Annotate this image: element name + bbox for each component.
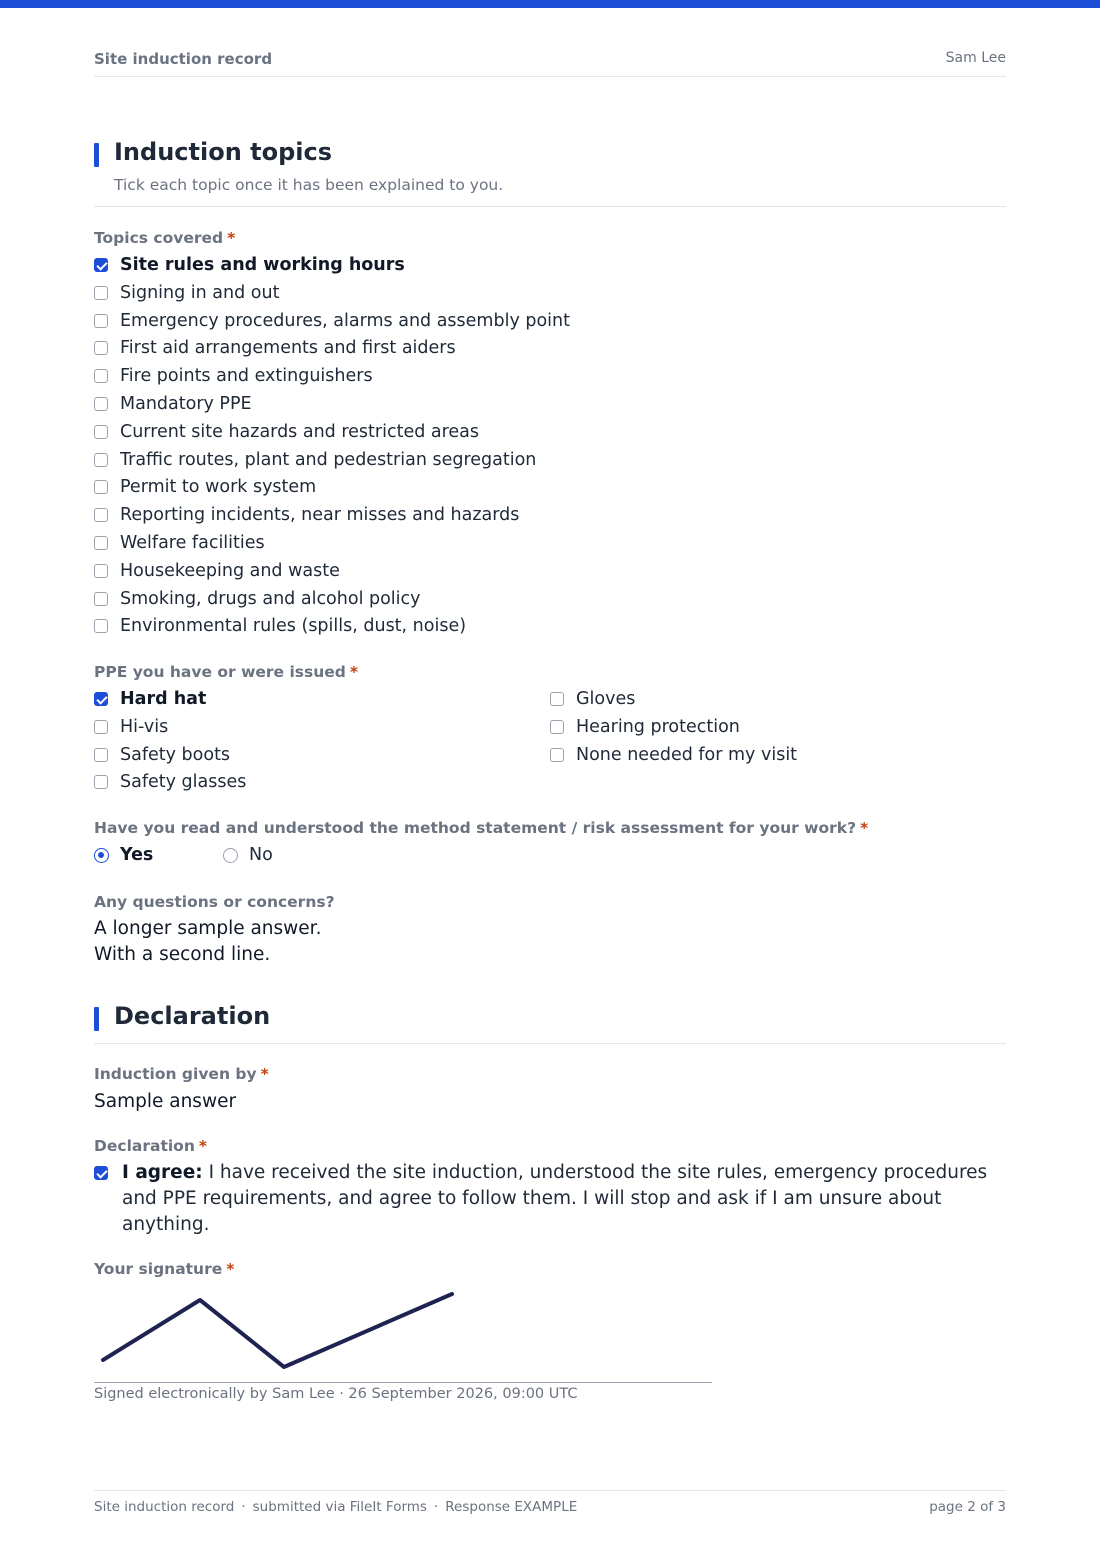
option-label: Welfare facilities [120,533,265,553]
footer-info: Site induction record · submitted via FileIt Forms · Response EXAMPLE [94,1499,578,1515]
checkbox[interactable] [94,258,108,272]
checkbox[interactable] [94,314,108,328]
declaration-text [122,1160,1006,1238]
checkbox[interactable] [94,508,108,522]
page-header [94,48,1006,77]
option-label: Yes [120,845,154,865]
required-mark: * [226,1260,235,1278]
option-label: Hearing protection [576,716,740,737]
declaration-label: Declaration * [94,1137,207,1155]
checkbox[interactable] [94,592,108,606]
signature-pad [94,1288,712,1383]
declaration-section-header [94,1002,1006,1044]
signature-drawing [94,1288,712,1382]
option-label: Hard hat [120,689,207,709]
respondent-name: Sam Lee [945,50,1006,66]
declaration-lead: I agree: [122,1162,203,1183]
section-title: Induction topics [114,138,333,166]
induction-topics-section-header [94,138,1006,207]
page-number: page 2 of 3 [929,1499,1006,1515]
checkbox[interactable] [94,619,108,633]
signature-label: Your signature * [94,1260,235,1278]
checkbox[interactable] [550,720,564,734]
required-mark: * [860,819,869,837]
topics-label: Topics covered * [94,229,236,247]
checkbox[interactable] [550,692,564,706]
option-label: Environmental rules (spills, dust, noise) [120,616,467,637]
checkbox[interactable] [94,692,108,706]
questions-answer-line-1: A longer sample answer. [94,918,322,939]
checkbox[interactable] [94,425,108,439]
required-mark: * [198,1137,207,1155]
option-label: Emergency procedures, alarms and assembly point [120,310,571,331]
declaration-checkbox[interactable] [94,1166,108,1180]
checkbox[interactable] [94,341,108,355]
declaration-body: I have received the site induction, understood the site rules, emergency procedures and PPE requirements, and agree to follow them. I will stop and ask if I am unsure about anything. [122,1162,988,1235]
questions-answer-line-2: With a second line. [94,944,271,965]
form-page [94,0,1006,1556]
option-label: Gloves [576,689,636,709]
radio-button[interactable] [94,848,109,863]
option-label: None needed for my visit [576,744,798,765]
checkbox[interactable] [94,536,108,550]
required-mark: * [227,229,236,247]
option-label: Current site hazards and restricted areas [120,421,480,442]
required-mark: * [260,1065,269,1083]
page-footer [94,1490,1006,1521]
checkbox[interactable] [94,775,108,789]
required-mark: * [349,663,358,681]
radio-button[interactable] [223,848,238,863]
checkbox[interactable] [94,564,108,578]
checkbox[interactable] [94,286,108,300]
document-title: Site induction record [94,50,273,68]
option-label: Site rules and working hours [120,255,405,275]
checkbox[interactable] [94,453,108,467]
option-label: Fire points and extinguishers [120,366,373,387]
checkbox[interactable] [94,369,108,383]
option-label: Mandatory PPE [120,394,252,414]
option-label: Permit to work system [120,477,317,498]
checkbox[interactable] [94,480,108,494]
option-label: First aid arrangements and first aiders [120,338,456,359]
induction-given-by-label: Induction given by * [94,1065,269,1083]
checkbox[interactable] [94,720,108,734]
option-label: Smoking, drugs and alcohol policy [120,588,421,609]
section-accent-bar [94,143,99,167]
checkbox[interactable] [94,748,108,762]
option-label: Safety glasses [120,772,247,793]
section-title: Declaration [114,1002,271,1030]
option-label: Housekeeping and waste [120,560,340,581]
signature-caption: Signed electronically by Sam Lee · 26 September 2026, 09:00 UTC [94,1386,578,1402]
option-label: Hi-vis [120,716,169,737]
method-statement-label: Have you read and understood the method statement / risk assessment for your work? * [94,819,869,837]
questions-label: Any questions or concerns? [94,893,335,911]
checkbox[interactable] [94,397,108,411]
section-subtitle: Tick each topic once it has been explained to you. [114,176,504,194]
option-label: Signing in and out [120,282,280,303]
option-label: Safety boots [120,744,231,765]
declaration-agreement [94,1160,1006,1240]
option-label: Reporting incidents, near misses and hazards [120,505,520,526]
option-label: Traffic routes, plant and pedestrian segregation [120,449,537,470]
induction-given-by-answer: Sample answer [94,1091,237,1112]
ppe-label: PPE you have or were issued * [94,663,358,681]
checkbox[interactable] [550,748,564,762]
option-label: No [249,845,273,865]
section-accent-bar [94,1007,99,1031]
